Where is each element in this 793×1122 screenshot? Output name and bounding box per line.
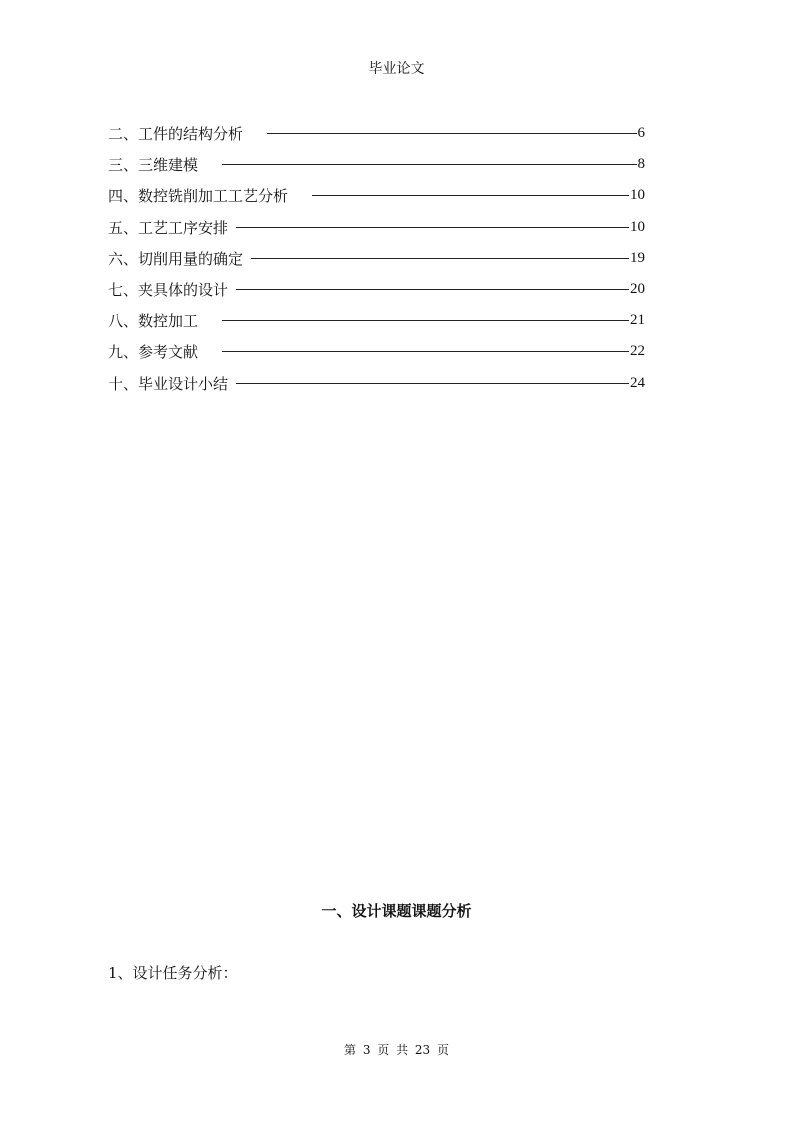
toc-entry-page-number: 21 [630,312,645,329]
toc-entry[interactable] [108,368,645,399]
toc-entry[interactable] [108,212,645,243]
subsection-heading: 1、设计任务分析： [108,964,238,982]
toc-entry-title: 六、切削用量的确定 [108,249,244,268]
toc-entry[interactable] [108,336,645,367]
toc-entry-title: 五、工艺工序安排 [108,218,229,237]
toc-entry-title: 四、数控铣削加工工艺分析 [108,187,289,206]
toc-entry-page-number: 19 [630,249,645,266]
toc-entry-title: 八、数控加工 [108,312,199,331]
toc-leader-line [236,383,629,384]
toc-entry-title: 七、夹具体的设计 [108,281,229,300]
toc-entry-title: 二、工件的结构分析 [108,125,244,144]
page-footer: 第 3 页 共 23 页 [344,1043,449,1057]
toc-leader-line [236,289,629,290]
toc-entry[interactable] [108,274,645,305]
toc-entry-page-number: 8 [637,156,645,173]
toc-leader-line [251,258,629,259]
toc-entry[interactable] [108,243,645,274]
page-header: 毕业论文 [368,61,425,77]
table-of-contents [108,118,645,399]
toc-entry-page-number: 10 [630,218,645,235]
toc-leader-line [222,351,629,352]
toc-leader-line [312,195,629,196]
toc-leader-line [267,133,636,134]
toc-entry-title: 九、参考文献 [108,343,199,362]
toc-entry-page-number: 22 [630,343,645,360]
toc-entry[interactable] [108,305,645,336]
toc-entry-title: 三、三维建模 [108,156,199,175]
toc-entry-page-number: 20 [630,281,645,298]
toc-entry[interactable] [108,149,645,180]
toc-entry-page-number: 24 [630,374,645,391]
toc-entry[interactable] [108,118,645,149]
toc-leader-line [236,227,629,228]
section-heading: 一、设计课题课题分析 [321,902,472,920]
toc-entry-title: 十、毕业设计小结 [108,374,229,393]
toc-leader-line [222,320,629,321]
toc-entry[interactable] [108,180,645,211]
toc-leader-line [222,164,636,165]
toc-entry-page-number: 10 [630,187,645,204]
toc-entry-page-number: 6 [637,125,645,142]
